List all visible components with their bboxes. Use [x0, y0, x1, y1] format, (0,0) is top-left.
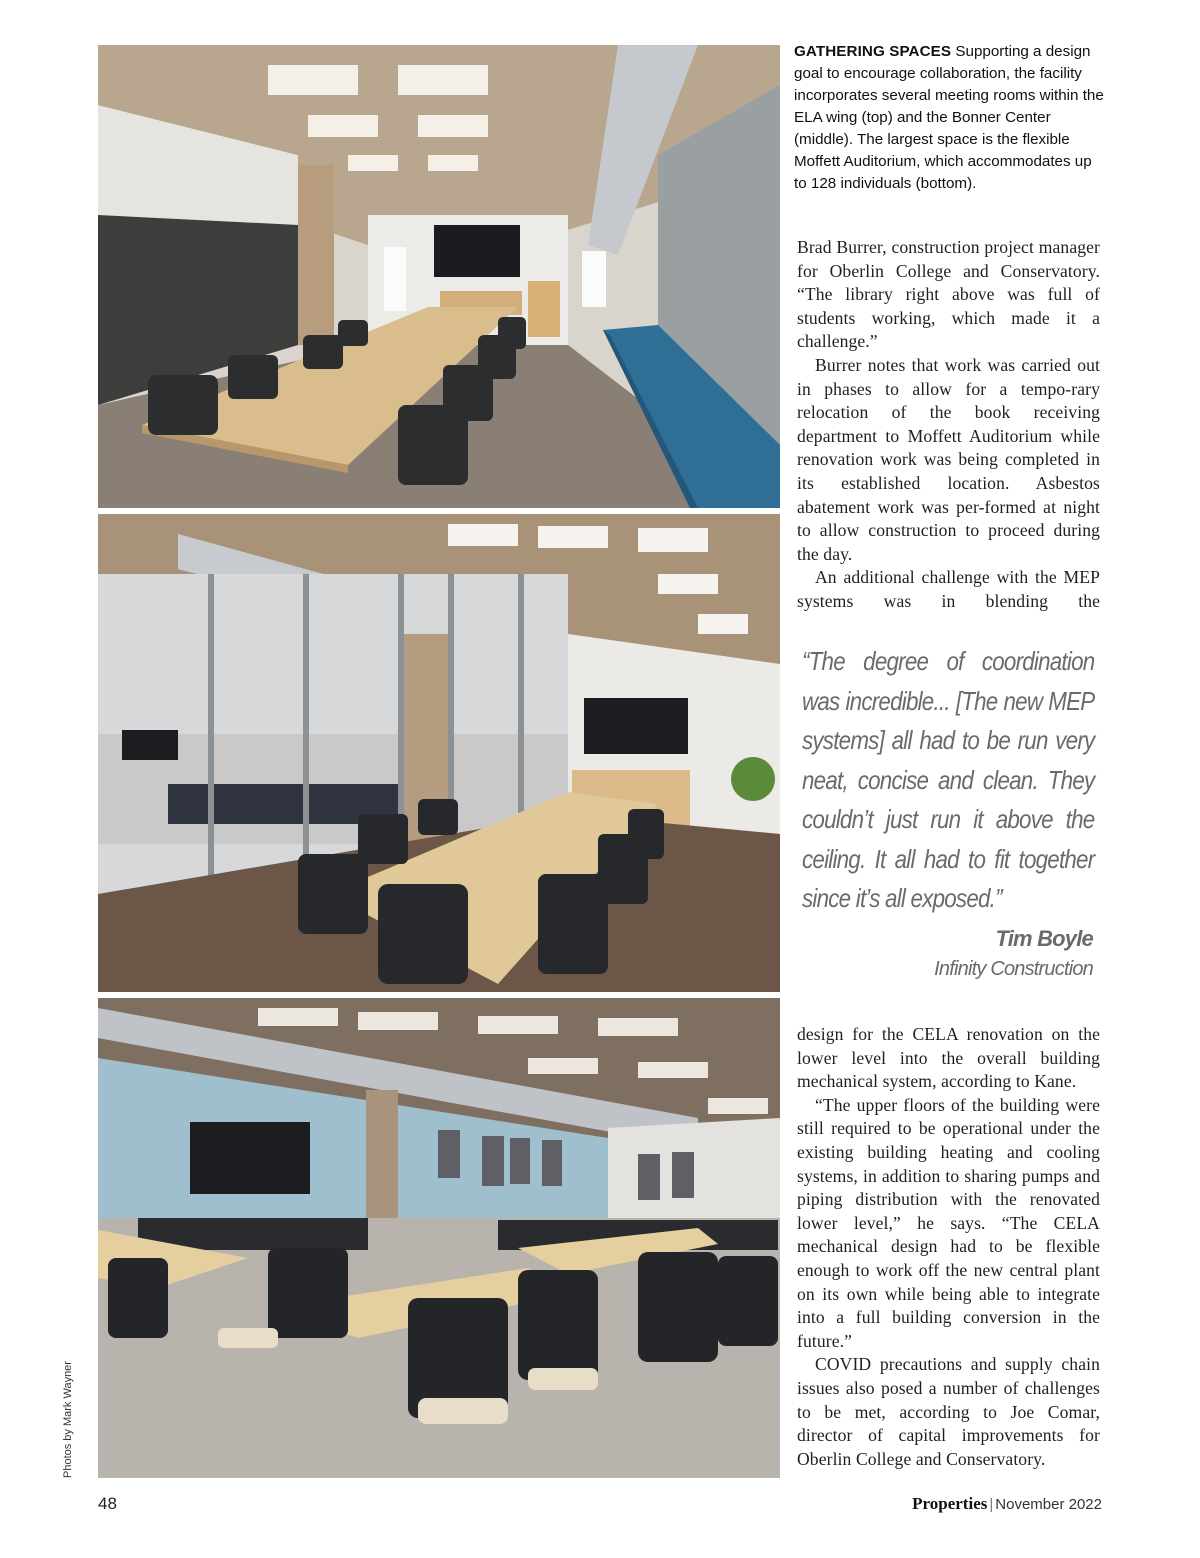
photo-ela-meeting-room [98, 45, 780, 508]
caption-kicker: GATHERING SPACES [794, 43, 952, 60]
issue-date: November 2022 [995, 1496, 1102, 1513]
photo-credit: Photos by Mark Wayner [62, 1361, 74, 1478]
pull-quote: “The degree of coordination was incredible... [The new MEP systems] all had to be run very neat, concise and clean. They couldn’t just run it above the ceiling. It all had to fit together since it’s all exposed.” [802, 646, 1095, 913]
photo-bonner-center-room [98, 514, 780, 992]
quote-attribution-name: Tim Boyle [995, 926, 1093, 951]
body-text-lower [797, 1023, 1100, 1471]
paragraph: An additional challenge with the MEP systems was in blending the [797, 567, 1100, 611]
paragraph: Brad Burrer, construction project manager for Oberlin College and Conservatory. “The library right above was full of students working, which made it a challenge.” [797, 237, 1100, 352]
paragraph: Burrer notes that work was carried out in phases to allow for a tempo-rary relocation of the book receiving department to Moffett Auditorium while renovation work was being completed in its established location. Asbestos abatement work was per-formed at night to allow construction to proceed during the day. [797, 354, 1100, 564]
publication-name: Properties [912, 1494, 988, 1513]
footer-masthead [912, 1494, 1102, 1514]
quote-attribution-org: Infinity Construction [934, 958, 1093, 980]
paragraph: COVID precautions and supply chain issues also posed a number of challenges to be met, according to Joe Comar, director of capital improvements for Oberlin College and Conservatory. [797, 1354, 1100, 1469]
body-text-upper [797, 236, 1100, 614]
paragraph: “The upper floors of the building were still required to be operational under the existing building heating and cooling systems, in addition to sharing pumps and piping distribution with the renovated lower level,” he says. “The CELA mechanical design had to be flexible enough to work off the new central plant on its own while being able to integrate into a full building conversion in the future.” [797, 1094, 1100, 1351]
paragraph: design for the CELA renovation on the lower level into the overall building mechanical system, according to Kane. [797, 1024, 1100, 1092]
photo-caption [794, 41, 1106, 195]
caption-text: Supporting a design goal to encourage collaboration, the facility incorporates several meeting rooms within the ELA wing (top) and the Bonner Center (middle). The largest space is the flexible Moffett Auditorium, which accommodates up to 128 individuals (bottom). [794, 43, 1104, 192]
footer-separator: | [989, 1496, 994, 1513]
photo-moffett-auditorium [98, 998, 780, 1478]
page-number: 48 [98, 1494, 117, 1513]
